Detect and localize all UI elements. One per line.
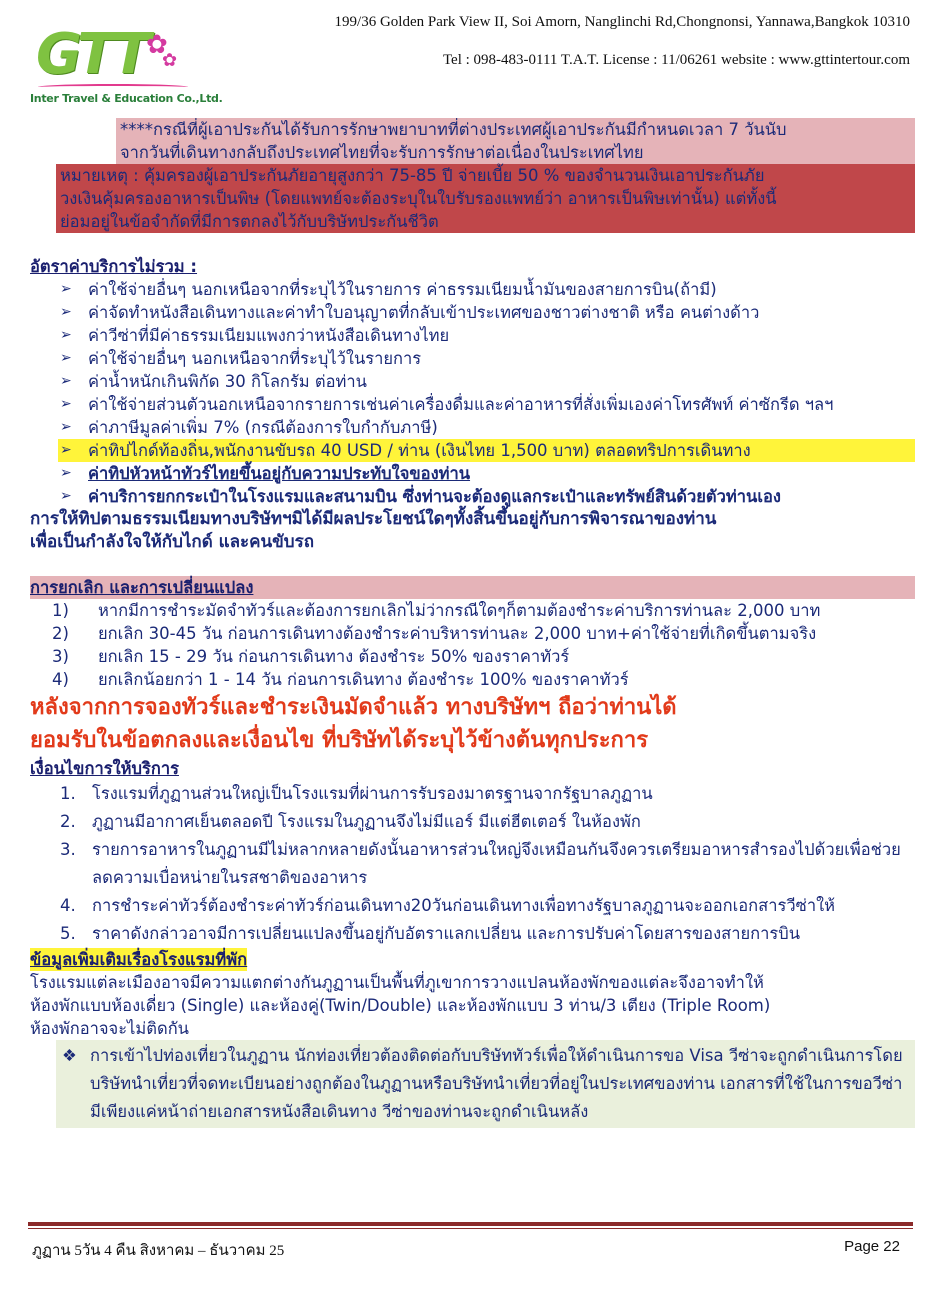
arrow-icon: ➢ (60, 442, 72, 458)
company-address: 199/36 Golden Park View II, Soi Amorn, Nanglinchi Rd,Chongnonsi, Yannawa,Bangkok 10310 (334, 14, 910, 30)
list-item: 5. ราคาดังกล่าวอาจมีการเปลี่ยนแปลงขึ้นอยู่กับอัตราแลกเปลี่ยน และการปรับค่าโดยสารของสายการบิน (60, 924, 801, 943)
list-item: 3. รายการอาหารในภูฏานมีไม่หลากหลายดังนั้นอาหารส่วนใหญ่จึงเหมือนกันจึงควรเตรียมอาหารสำรองไปด้วยเพื่อช่วยลดความเบื่อหน่ายในรสชาติของอาหาร (60, 840, 901, 887)
arrow-icon: ➢ (60, 488, 72, 504)
note-line: ****กรณีที่ผู้เอาประกันได้รับการรักษาพยาบาทที่ต่างประเทศผู้เอาประกันมีกำหนดเวลา 7 วันนับ (120, 120, 787, 139)
list-item: 1. โรงแรมที่ภูฏานส่วนใหญ่เป็นโรงแรมที่ผ่านการรับรองมาตรฐานจากรัฐบาลภูฏาน (60, 784, 653, 803)
arrow-icon: ➢ (60, 281, 72, 297)
hotel-text: โรงแรมแต่ละเมืองอาจมีความแตกต่างกันภูฏานเป็นพื้นที่ภูเขาการวางแปลนห้องพักของแต่ละจึงอาจทำให้ ห้องพักแบบห้องเดี่ยว (Single) และห้องคู่(Twin/Double) และห้องพักแบบ 3 ท่าน/3 เตียง (Triple Room) ห้องพักอาจจะไม่ติดกัน (30, 973, 771, 1038)
company-contact: Tel : 098-483-0111 T.A.T. License : 11/06261 website : www.gttintertour.com (442, 52, 910, 68)
note-line: หมายเหตุ : คุ้มครองผู้เอาประกันภัยอายุสูงกว่า 75-85 ปี จ่ายเบี้ย 50 % ของจำนวนเงินเอาประกันภัย (60, 166, 765, 185)
list-item: ➢ ค่าใช้จ่ายอื่นๆ นอกเหนือจากที่ระบุไว้ในรายการ ค่าธรรมเนียมน้ำมันของสายการบิน(ถ้ามี) (60, 280, 717, 299)
excluded-list (58, 278, 915, 508)
note-line: วงเงินคุ้มครองอาหารเป็นพิษ (โดยแพทย์จะต้องระบุในใบรับรองแพทย์ว่า อาหารเป็นพิษเท่านั้น) แต่ทั้งนี้ (60, 189, 777, 208)
diamond-bullet-icon: ❖ (62, 1046, 77, 1065)
cancel-title: การยกเลิก และการเปลี่ยนแปลง (30, 576, 915, 599)
arrow-icon: ➢ (60, 419, 72, 435)
list-item-porter: ➢ ค่าบริการยกกระเป๋าในโรงแรมและสนามบิน ซึ่งท่านจะต้องดูแลกระเป๋าและทรัพย์สินด้วยตัวท่านเอง (60, 487, 781, 506)
list-item: 3) ยกเลิก 15 - 29 วัน ก่อนการเดินทาง ต้องชำระ 50% ของราคาทัวร์ (52, 647, 570, 666)
logo-text: GTT (36, 22, 147, 87)
note-line: ย่อมอยู่ในข้อจำกัดที่มีการตกลงไว้กับบริษัทประกันชีวิต (60, 212, 439, 231)
footer-divider (28, 1222, 913, 1226)
list-item: ➢ ค่าวีซ่าที่มีค่าธรรมเนียมแพงกว่าหนังสือเดินทางไทย (60, 326, 450, 345)
list-item: ➢ ค่าน้ำหนักเกินพิกัด 30 กิโลกรัม ต่อท่าน (60, 372, 367, 391)
tip-note: การให้ทิปตามธรรมเนียมทางบริษัทฯมิได้มีผลประโยชน์ใดๆทั้งสิ้นขึ้นอยู่กับการพิจารณาของท่าน เพื่อเป็นกำลังใจให้กับไกด์ และคนขับรถ (30, 509, 717, 552)
logo-swoosh (38, 84, 188, 90)
flower-icon: ✿ (146, 30, 168, 60)
arrow-icon: ➢ (60, 396, 72, 412)
insurance-note (116, 118, 915, 164)
list-item: 4) ยกเลิกน้อยกว่า 1 - 14 วัน ก่อนการเดินทาง ต้องชำระ 100% ของราคาทัวร์ (52, 670, 629, 689)
list-item: ➢ ค่าจัดทำหนังสือเดินทางและค่าทำใบอนุญาตที่กลับเข้าประเทศของชาวต่างชาติ หรือ คนต่างด้าว (60, 303, 760, 322)
arrow-icon: ➢ (60, 373, 72, 389)
list-item: 4. การชำระค่าทัวร์ต้องชำระค่าทัวร์ก่อนเดินทาง20วันก่อนเดินทางเพื่อทางรัฐบาลภูฏานจะออกเอกสารวีซ่าให้ (60, 896, 836, 915)
page-content (30, 118, 915, 1128)
excluded-title: อัตราค่าบริการไม่รวม : (30, 257, 198, 276)
list-item: 2) ยกเลิก 30-45 วัน ก่อนการเดินทางต้องชำระค่าบริหารท่านละ 2,000 บาท+ค่าใช้จ่ายที่เกิดขึ้นตามจริง (52, 624, 817, 643)
flower-icon: ✿ (162, 50, 178, 71)
list-item: 1) หากมีการชำระมัดจำทัวร์และต้องการยกเลิกไม่ว่ากรณีใดๆก็ตามต้องชำระค่าบริการท่านละ 2,000 บาท (52, 601, 821, 620)
remark-note (56, 164, 915, 233)
arrow-icon: ➢ (60, 304, 72, 320)
conditions-list (60, 780, 915, 948)
cancel-list (52, 599, 915, 691)
note-line: จากวันที่เดินทางกลับถึงประเทศไทยที่จะรับการรักษาต่อเนื่องในประเทศไทย (120, 143, 644, 162)
arrow-icon: ➢ (60, 465, 72, 481)
list-item-tip-leader: ➢ ค่าทิปหัวหน้าทัวร์ไทยขึ้นอยู่กับความประทับใจของท่าน (60, 464, 471, 483)
page-number: Page 22 (844, 1238, 900, 1255)
arrow-icon: ➢ (60, 350, 72, 366)
hotel-title: ข้อมูลเพิ่มเติมเรื่องโรงแรมที่พัก (30, 950, 248, 969)
list-item: ➢ ค่าใช้จ่ายส่วนตัวนอกเหนือจากรายการเช่นค่าเครื่องดื่มและค่าอาหารที่สั่งเพิ่มเองค่าโทรศัพท์ ค่าซักรีด ฯลฯ (60, 395, 834, 414)
list-item-tip-guide: ➢ ค่าทิปไกด์ท้องถิ่น,พนักงานขับรถ 40 USD / ท่าน (เงินไทย 1,500 บาท) ตลอดทริปการเดินทาง (58, 439, 915, 462)
footer-divider (28, 1228, 913, 1229)
logo-subtitle: Inter Travel & Education Co.,Ltd. (30, 92, 223, 105)
list-item: ➢ ค่าภาษีมูลค่าเพิ่ม 7% (กรณีต้องการใบกำกับภาษี) (60, 418, 438, 437)
list-item: ➢ ค่าใช้จ่ายอื่นๆ นอกเหนือจากที่ระบุไว้ในรายการ (60, 349, 422, 368)
conditions-title: เงื่อนไขการให้บริการ (30, 759, 179, 778)
company-logo (28, 18, 223, 110)
booking-warning: หลังจากการจองทัวร์และชำระเงินมัดจำแล้ว ทางบริษัทฯ ถือว่าท่านได้ ยอมรับในข้อตกลงและเงื่อนไข ที่บริษัทได้ระบุไว้ข้างต้นทุกประการ (30, 695, 677, 753)
list-item: 2. ภูฏานมีอากาศเย็นตลอดปี โรงแรมในภูฏานจึงไม่มีแอร์ มีแต่ฮีตเตอร์ ในห้องพัก (60, 812, 641, 831)
visa-note: ❖ การเข้าไปท่องเที่ยวในภูฏาน นักท่องเที่ยวต้องติดต่อกับบริษัททัวร์เพื่อให้ดำเนินการขอ Visa วีซ่าจะถูกดำเนินการโดยบริษัทนำเที่ยวที่จดทะเบียนอย่างถูกต้องในภูฏานหรือบริษัทนำเที่ยวที่อยู่ในประเทศของท่าน เอกสารที่ใช้ในการขอวีซ่ามีเพียงแค่หน้าถ่ายเอกสารหนังสือเดินทาง วีซ่าของท่านจะถูกดำเนินหลัง (56, 1040, 915, 1128)
arrow-icon: ➢ (60, 327, 72, 343)
footer-tour-name: ภูฏาน 5วัน 4 คืน สิงหาคม – ธันวาคม 25 (32, 1243, 285, 1259)
